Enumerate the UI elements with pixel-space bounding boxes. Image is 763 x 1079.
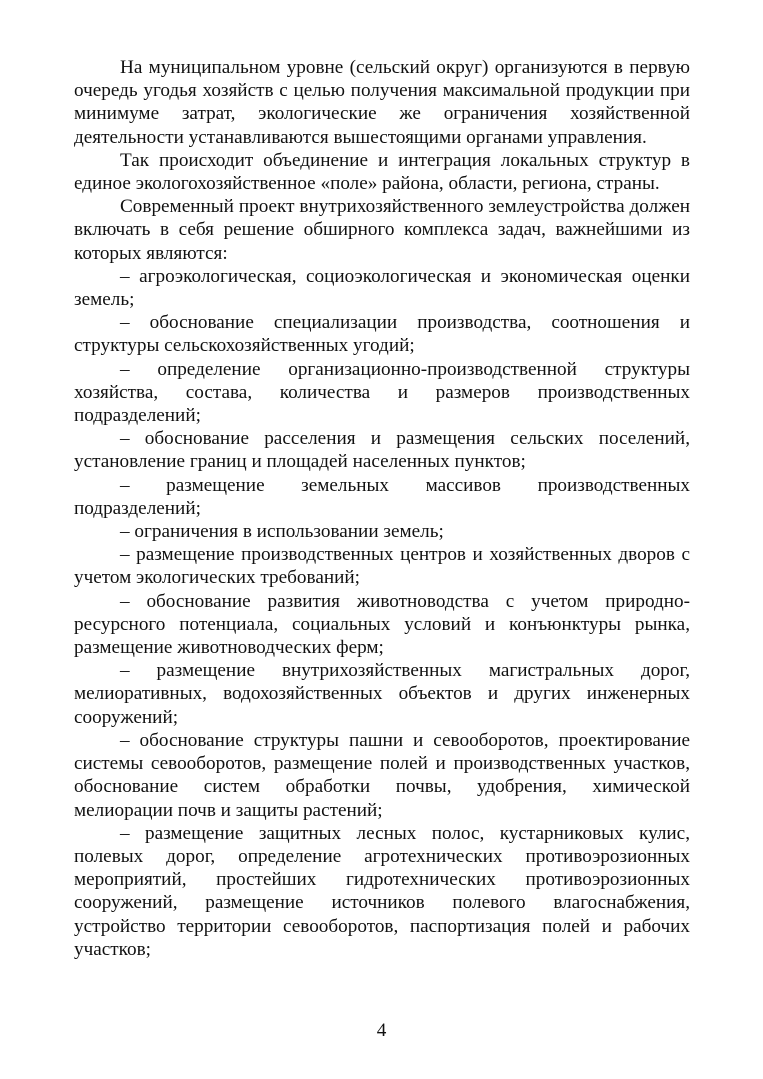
- page-body: [74, 56, 690, 961]
- list-item-production-centers: – размещение производственных центров и хозяйственных дворов с учетом экологических требований;: [74, 544, 690, 589]
- list-item-roads-engineering: – размещение внутрихозяйственных магистральных дорог, мелиоративных, водохозяйственных объектов и других инженерных сооружений;: [74, 660, 690, 728]
- list-item-protective-forest: – размещение защитных лесных полос, кустарниковых кулис, полевых дорог, определение агротехнических противоэрозионных мероприятий, простейших гидротехнических противоэрозионных сооружений, размещение источников полевого влагоснабжения, устройство территории севооборотов, паспортизация полей и рабочих участков;: [74, 822, 690, 960]
- list-item-settlements: – обоснование расселения и размещения сельских поселений, установление границ и площадей населенных пунктов;: [74, 428, 690, 473]
- list-item-land-use-restrictions: – ограничения в использовании земель;: [120, 521, 444, 543]
- page-number: 4: [376, 1020, 387, 1041]
- list-item-livestock: – обоснование развития животноводства с учетом природно-ресурсного потенциала, социальных условий и конъюнктуры рынка, размещение животноводческих ферм;: [74, 590, 690, 659]
- paragraph-project-tasks: Современный проект внутрихозяйственного землеустройства должен включать в себя решение обширного комплекса задач, важнейшими из которых являются:: [74, 196, 690, 264]
- list-item-crop-rotation: – обоснование структуры пашни и севооборотов, проектирование системы севооборотов, размещение полей и производственных участков, обоснование систем обработки почвы, удобрения, химической мелиорации почв и защиты растений;: [74, 729, 690, 821]
- list-item-specialization: – обоснование специализации производства, соотношения и структуры сельскохозяйственных угодий;: [74, 312, 690, 357]
- list-item-land-arrays: – размещение земельных массивов производственных подразделений;: [74, 474, 690, 519]
- list-item-organizational-structure: – определение организационно-производственной структуры хозяйства, состава, количества и размеров производственных подразделений;: [74, 358, 690, 427]
- list-item-land-assessment: – агроэкологическая, социоэкологическая и экономическая оценки земель;: [74, 265, 690, 311]
- paragraph-integration: Так происходит объединение и интеграция локальных структур в единое экологохозяйственное «поле» района, области, региона, страны.: [74, 149, 690, 195]
- paragraph-municipal-level: На муниципальном уровне (сельский округ) организуются в первую очередь угодья хозяйств с целью получения максимальной продукции при минимуме затрат, экологические же ограничения хозяйственной деятельности устанавливаются вышестоящими органами управления.: [74, 57, 690, 148]
